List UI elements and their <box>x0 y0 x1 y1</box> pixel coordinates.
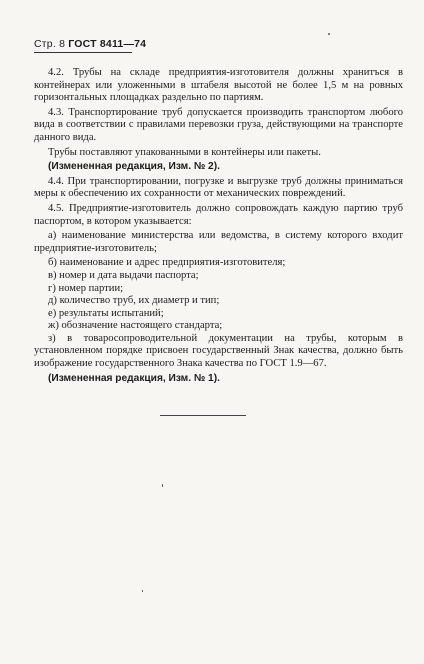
scan-speck <box>328 33 330 35</box>
section-divider <box>160 415 246 416</box>
revision-note-2: (Измененная редакция, Изм. № 2). <box>48 161 220 173</box>
list-item-b: б) наименование и адрес предприятия-изготовителя; <box>48 257 286 269</box>
paragraph-4-5: 4.5. Предприятие-изготовитель должно сопровождать каждую партию труб паспортом, в котором указывается: <box>34 202 403 227</box>
scan-speck <box>142 590 143 592</box>
page-label: Стр. 8 <box>34 38 66 50</box>
list-item-e: е) результаты испытаний; <box>48 307 164 319</box>
revision-note-1: (Измененная редакция, Изм. № 1). <box>48 372 220 384</box>
list-item-d: д) количество труб, их диаметр и тип; <box>48 295 220 307</box>
paragraph-4-2: 4.2. Трубы на складе предприятия-изготовителя должны хранитъся в контейнерах или уложенными в штабеля высотой не более 1,5 м на ровных горизонтальных площадках раздельно по партиям. <box>34 67 403 104</box>
list-item-zh: ж) обозначение настоящего стандарта; <box>48 320 223 332</box>
list-item-a: а) наименование министерства или ведомства, в систему которого входит предприятие-изготовитель; <box>34 230 403 254</box>
paragraph-4-3: 4.3. Транспортирование труб допускается производить транспортом любого вида в соответствии с правилами перевозки груза, действующими на транспорте данного вида. <box>34 106 403 143</box>
list-item-v: в) номер и дата выдачи паспорта; <box>48 269 199 281</box>
header-rule <box>34 52 132 53</box>
list-item-g: г) номер партии; <box>48 282 124 294</box>
scan-speck <box>162 484 163 487</box>
paragraph-4-3-packaging: Трубы поставляют упакованными в контейнеры или пакеты. <box>48 146 321 158</box>
list-item-z: з) в товаросопроводительной документации на трубы, которым в установленном порядке присвоен государственный Знак качества, должно быть изображение государственного Знака качества по ГОСТ 1.9—67. <box>34 332 403 370</box>
standard-code: ГОСТ 8411—74 <box>68 38 147 50</box>
page-header <box>34 38 146 50</box>
document-body <box>34 67 403 387</box>
paragraph-4-4: 4.4. При транспортировании, погрузке и выгрузке труб должны приниматься меры к обеспечению их сохранности от механических повреждений. <box>34 175 403 200</box>
